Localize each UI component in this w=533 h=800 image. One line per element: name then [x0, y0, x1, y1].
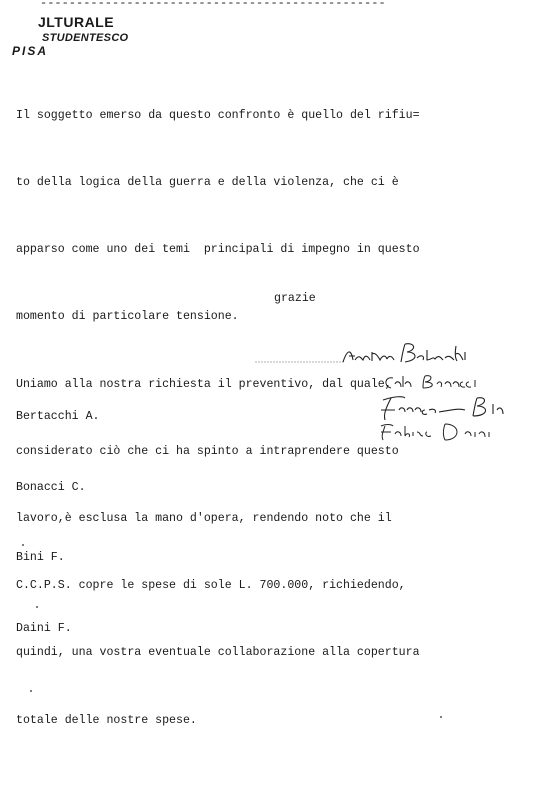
- signatory-name: Bertacchi A.: [16, 410, 100, 423]
- paper-speck: [440, 716, 442, 718]
- signature-daini: [381, 424, 489, 440]
- body-line: Il soggetto emerso da questo confronto è quello del rifiu=: [16, 108, 420, 122]
- body-line: to della logica della guerra e della violenza, che ci è: [16, 176, 399, 190]
- header-dash-rule: ------------------------------------------------: [40, 0, 386, 10]
- handwritten-signatures: [255, 340, 515, 450]
- body-line: Uniamo alla nostra richiesta il preventivo, dal quale,: [16, 377, 392, 391]
- body-line: considerato ciò che ci ha spinto a intraprendere questo: [16, 444, 399, 458]
- signature-bonacci: [386, 376, 475, 388]
- signatory-name: Bonacci C.: [16, 480, 86, 494]
- body-line: lavoro,è esclusa la mano d'opera, rendendo noto che il: [16, 512, 392, 526]
- letterhead-city: PISA: [12, 44, 49, 58]
- body-line: totale delle nostre spese.: [16, 713, 197, 727]
- paper-speck: [22, 544, 24, 546]
- closing-grazie: grazie: [274, 292, 316, 305]
- signatory-name: Bini F.: [16, 551, 65, 564]
- body-line: quindi, una vostra eventuale collaborazione alla copertura: [16, 646, 420, 660]
- paper-speck: [30, 690, 32, 692]
- signature-bini: [381, 397, 503, 420]
- body-line: momento di particolare tensione.: [16, 310, 239, 324]
- letterhead-line-1: JLTURALE: [38, 14, 115, 30]
- body-line: apparso come uno dei temi principali di impegno in questo: [16, 243, 420, 257]
- paper-speck: [36, 606, 38, 608]
- signature-bertacchi: [343, 344, 465, 362]
- letterhead-line-2: STUDENTESCO: [42, 32, 129, 44]
- signatory-list: [16, 358, 100, 664]
- letterhead: [38, 14, 128, 46]
- body-line: C.C.P.S. copre le spese di sole L. 700.000, richiedendo,: [16, 579, 406, 593]
- signatory-name: Daini F.: [16, 621, 72, 635]
